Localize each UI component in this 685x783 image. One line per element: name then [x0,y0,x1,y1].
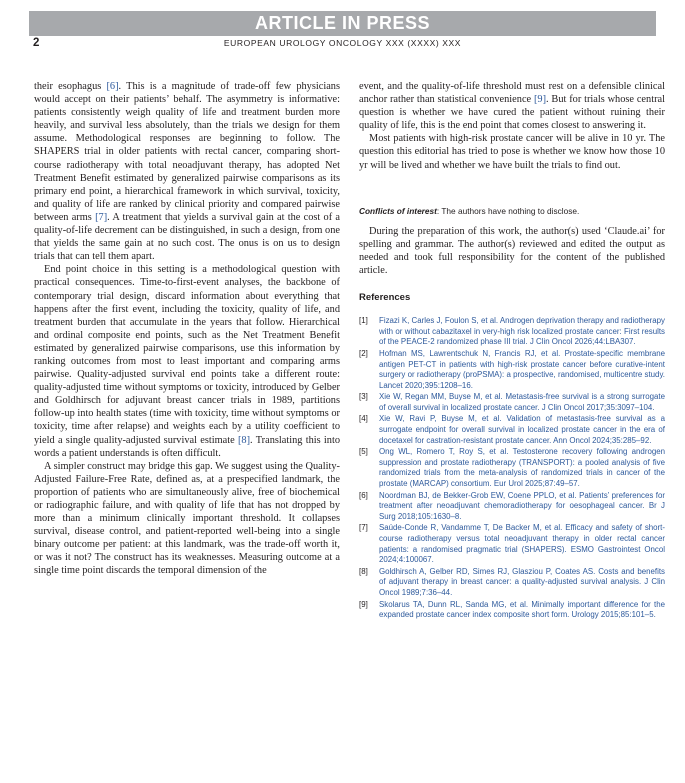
text-run: . Translating this into words a patient understands is often difficult. [34,434,341,459]
reference-item[interactable] [359,392,665,413]
reference-number: [4] [359,414,368,424]
paragraph [34,80,340,263]
references-heading: References [359,292,411,304]
reference-number: [9] [359,599,368,609]
citation-link[interactable]: [7] [95,211,108,223]
text-run: their esophagus [34,81,107,92]
citation-link[interactable]: [9] [533,94,547,106]
text-run: . But for trials whose central question is whether we have cured the patient without ruining their quality of life, this is the end point that comes closest to answering it. [359,94,665,132]
reference-text[interactable]: Goldhirsch A, Gelber RD, Simes RJ, Glasziou P, Coates AS. Costs and benefits of adjuvant therapy in breast cancer: a quality-adjusted survival analysis. J Clin Oncol 1989;7:36–44. [379,566,665,597]
reference-item[interactable] [359,316,665,348]
coi-text: : The authors have nothing to disclose. [436,205,580,216]
reference-text[interactable]: Ong WL, Romero T, Roy S, et al. Testosterone recovery following androgen suppression and prostate radiotherapy (TRANSPORT): a pooled analysis of five randomized trials from the meta-analysis of randomized trials in cancer of the prostate (MARCAP) consortium. Eur Urol 2025;87:49–57. [379,447,665,489]
reference-text[interactable]: Skolarus TA, Dunn RL, Sanda MG, et al. Minimally important difference for the expanded prostate cancer index composite short form. Urology 2015;85:101–5. [379,599,665,620]
left-column [34,80,340,578]
reference-text[interactable]: Xie W, Ravi P, Buyse M, et al. Validation of metastasis-free survival as a surrogate endpoint for overall survival in localized prostate cancer in the era of docetaxel for castration-resistant prostate cancer. Ann Oncol 2024;35:285–92. [379,414,665,445]
paragraph: Most patients with high-risk prostate cancer will be alive in 10 yr. The question this editorial has tried to pose is whether we know how those 10 yr will be lived and whether we have built the trials to find out. [359,133,665,171]
reference-item[interactable] [359,600,665,621]
reference-number: [1] [359,316,368,326]
right-column [359,80,665,622]
paragraph [34,263,340,459]
text-run: End point choice in this setting is a methodological question with practical consequences. Time-to-first-event analyses, the backbone of contemporary trial design, discard information about everything that happens after the first event, including the toxicity, quality of life, and treatment burden that accumulate in the years that follow. Hierarchical and ordinal composite end points, such as the Net Treatment Benefit estimated by generalized pairwise comparisons, use this information by ranking outcomes from most to least important and comparing arms pairwise. Quality-adjusted survival end points take a different route: quality-adjusted time without symptoms or toxicity, introduced by Gelber and Goldhirsch for adjuvant breast cancer trials in 1989, partitions follow-up into health states (time with toxicity, time without symptoms or toxicity, time after relapse) and weights each by a utility coefficient to yield a single quality-adjusted survival estimate [34,264,340,446]
reference-text[interactable]: Hofman MS, Lawrentschuk N, Francis RJ, et al. Prostate-specific membrane antigen PET-CT in patients with high-risk prostate cancer before curative-intent surgery or radiotherapy (proPSMA): a prospective, randomised, multicentre study. Lancet 2020;395:1208–16. [379,348,665,390]
citation-link[interactable]: [6] [106,81,119,92]
reference-text[interactable]: Saúde-Conde R, Vandamme T, De Backer M, et al. Efficacy and safety of short-course radiotherapy versus total neoadjuvant therapy in older rectal cancer patients: a randomised pragmatic trial (SHAPERS). ESMO Gastrointest Oncol 2024;4:100067. [379,523,665,565]
text-run: A simpler construct may bridge this gap. We suggest using the Quality-Adjusted Failure-Free Rate, defined as, at a prespecified landmark, the proportion of patients who are simultaneously alive, free of biochemical or radiographic failure, and with quality of life that has not dropped by more than a minimum clinically important threshold. It collapses survival, disease control, and patient-reported well-being into a single binary outcome per patient: at this landmark, was the trade-off worth it, or was it not? The construct has its weaknesses. Measuring outcome at a single time point discards the temporal dimension of the [34,460,340,577]
reference-item[interactable] [359,491,665,523]
reference-number: [5] [359,447,368,457]
reference-item[interactable] [359,414,665,446]
reference-text[interactable]: Xie W, Regan MM, Buyse M, et al. Metastasis-free survival is a strong surrogate of overall survival in localized prostate cancer. J Clin Oncol 2017;35:3097–104. [379,392,665,412]
reference-list [359,316,665,621]
article-in-press-banner: ARTICLE IN PRESS [29,11,656,36]
text-run: event, and the quality-of-life threshold must rest on a defensible clinical anchor rather than statistical convenience [359,81,665,106]
coi-label: Conflicts of interest [359,205,437,216]
page-number: 2 [33,37,40,49]
reference-item[interactable] [359,567,665,599]
paragraph [359,80,665,132]
reference-item[interactable] [359,523,665,565]
conflicts-of-interest [359,206,665,217]
reference-number: [3] [359,392,368,402]
reference-text[interactable]: Noordman BJ, de Bekker-Grob EW, Coene PPLO, et al. Patients’ preferences for treatment after neoadjuvant chemoradiotherapy for oesophageal cancer. Br J Surg 2018;105:1630–8. [379,490,665,521]
paragraph [34,460,340,578]
text-run: . A treatment that yields a survival gain at the cost of a quality-of-life decrement can be distinguished, in such a design, from one that yields the same gain at no such cost. The onus is on us to design trials that can tell them apart. [34,211,340,263]
reference-text[interactable]: Fizazi K, Carles J, Foulon S, et al. Androgen deprivation therapy and radiotherapy with or without cabazitaxel in very-high risk localized prostate cancer: First results of the PEACE-2 randomized phase III trial. J Clin Oncol 2026;44:LBA307. [379,316,665,347]
reference-number: [8] [359,566,368,576]
reference-item[interactable] [359,447,665,489]
text-run: . This is a magnitude of trade-off few physicians would accept on their patients’ behalf. The asymmetry is informative: patients consistently weigh quality of life and treatment burden more heavily, and survival less absolutely, than the trials we design for them assume. Methodological responses are beginning to follow. The SHAPERS trial in older patients with rectal cancer, comparing short-course radiotherapy with total neoadjuvant therapy, has adopted Net Treatment Benefit estimated by generalized pairwise comparisons as its primary end point, a hierarchical framework in which survival, toxicity, and quality of life are ranked by clinical priority and compared pairwise between arms [34,81,340,223]
journal-running-header: EUROPEAN UROLOGY ONCOLOGY XXX (XXXX) XXX [223,38,462,48]
reference-number: [6] [359,490,368,500]
reference-number: [7] [359,523,368,533]
citation-link[interactable]: [8] [237,434,251,446]
reference-item[interactable] [359,349,665,391]
reference-number: [2] [359,348,368,358]
ai-acknowledgement: During the preparation of this work, the author(s) used ‘Claude.ai’ for spelling and grammar. The author(s) reviewed and edited the output as needed and took full responsibility for the content of the published article. [359,225,665,276]
